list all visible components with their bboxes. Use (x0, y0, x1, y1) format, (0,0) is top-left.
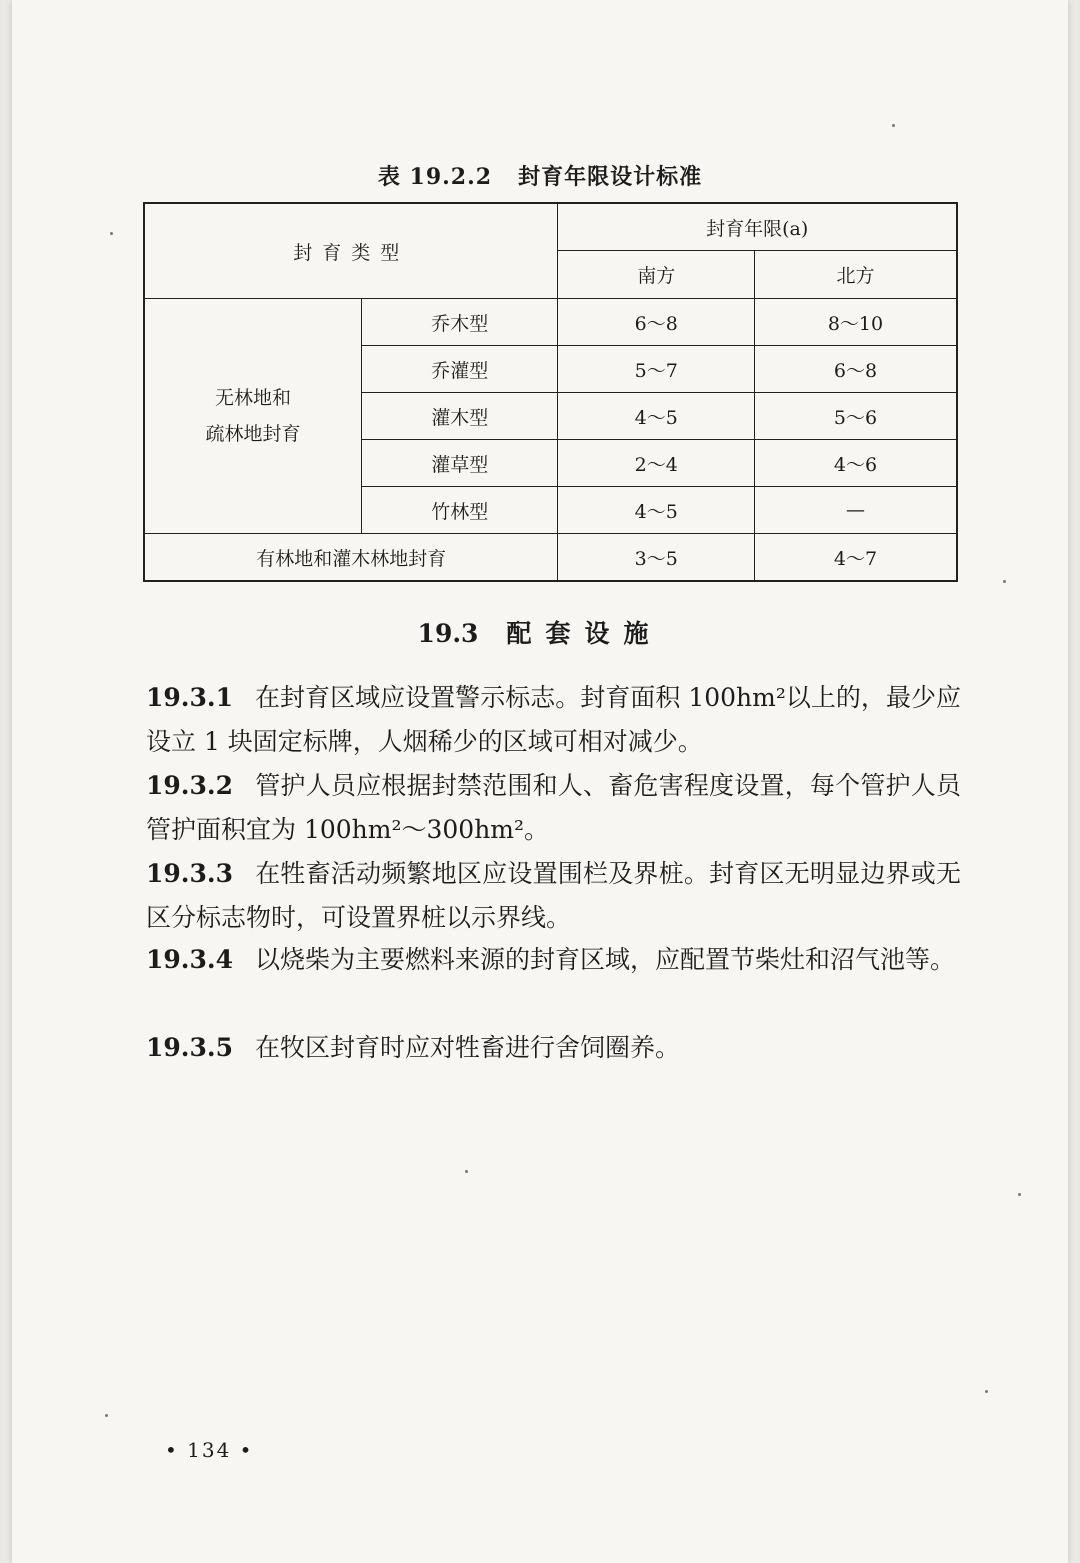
clause-number: 19.3.5 (146, 1033, 233, 1062)
clause (146, 676, 961, 764)
clause-text: 以烧柴为主要燃料来源的封育区域，应配置节柴灶和沼气池等。 (255, 945, 956, 974)
row-south: 5～7 (558, 346, 755, 393)
clause-text: 管护人员应根据封禁范围和人、畜危害程度设置，每个管护人员管护面积宜为 100hm²～300hm²。 (146, 771, 961, 844)
header-north: 北方 (754, 251, 957, 299)
speck (1018, 1193, 1021, 1196)
group-cell (144, 299, 361, 534)
table-caption-title: 封育年限设计标准 (518, 164, 703, 190)
speck (1003, 580, 1006, 583)
clause-number: 19.3.2 (146, 771, 233, 800)
row-type: 竹林型 (361, 487, 558, 534)
header-type: 封育类型 (144, 203, 558, 299)
standards-table (143, 202, 958, 582)
row-north: 6～8 (754, 346, 957, 393)
speck (465, 1170, 468, 1173)
clause (146, 764, 961, 852)
table-row (144, 299, 957, 346)
clause-number: 19.3.1 (146, 683, 233, 712)
clause-text: 在牲畜活动频繁地区应设置围栏及界桩。封育区无明显边界或无区分标志物时，可设置界桩以示界线。 (146, 859, 961, 932)
group-label-line1: 无林地和 (214, 387, 291, 409)
table-row-last (144, 534, 957, 582)
page-number: • 134 • (165, 1438, 254, 1462)
row-south: 4～5 (558, 487, 755, 534)
clause (146, 852, 961, 940)
speck (985, 1390, 988, 1393)
row-south: 6～8 (558, 299, 755, 346)
last-row-south: 3～5 (558, 534, 755, 582)
clause (146, 938, 961, 982)
table-caption (0, 160, 1080, 191)
clause-text: 在牧区封育时应对牲畜进行舍饲圈养。 (255, 1033, 681, 1062)
last-row-north: 4～7 (754, 534, 957, 582)
section-number: 19.3 (417, 619, 479, 648)
header-south: 南方 (558, 251, 755, 299)
row-north: 8～10 (754, 299, 957, 346)
row-south: 2～4 (558, 440, 755, 487)
row-type: 乔灌型 (361, 346, 558, 393)
table-caption-number: 表 19.2.2 (377, 164, 493, 190)
speck (892, 124, 895, 127)
header-years: 封育年限(a) (558, 203, 957, 251)
row-type: 乔木型 (361, 299, 558, 346)
row-north: — (754, 487, 957, 534)
row-south: 4～5 (558, 393, 755, 440)
clause (146, 1026, 961, 1070)
row-type: 灌草型 (361, 440, 558, 487)
clause-text: 在封育区域应设置警示标志。封育面积 100hm²以上的，最少应设立 1 块固定标牌，人烟稀少的区域可相对减少。 (146, 683, 961, 756)
clause-number: 19.3.3 (146, 859, 233, 888)
clause-number: 19.3.4 (146, 945, 233, 974)
row-type: 灌木型 (361, 393, 558, 440)
section-heading (0, 614, 1080, 650)
last-row-type: 有林地和灌木林地封育 (144, 534, 558, 582)
group-label-line2: 疏林地封育 (205, 423, 301, 445)
speck (105, 1414, 108, 1417)
row-north: 4～6 (754, 440, 957, 487)
speck (110, 232, 113, 235)
row-north: 5～6 (754, 393, 957, 440)
section-title: 配套设施 (506, 619, 663, 648)
